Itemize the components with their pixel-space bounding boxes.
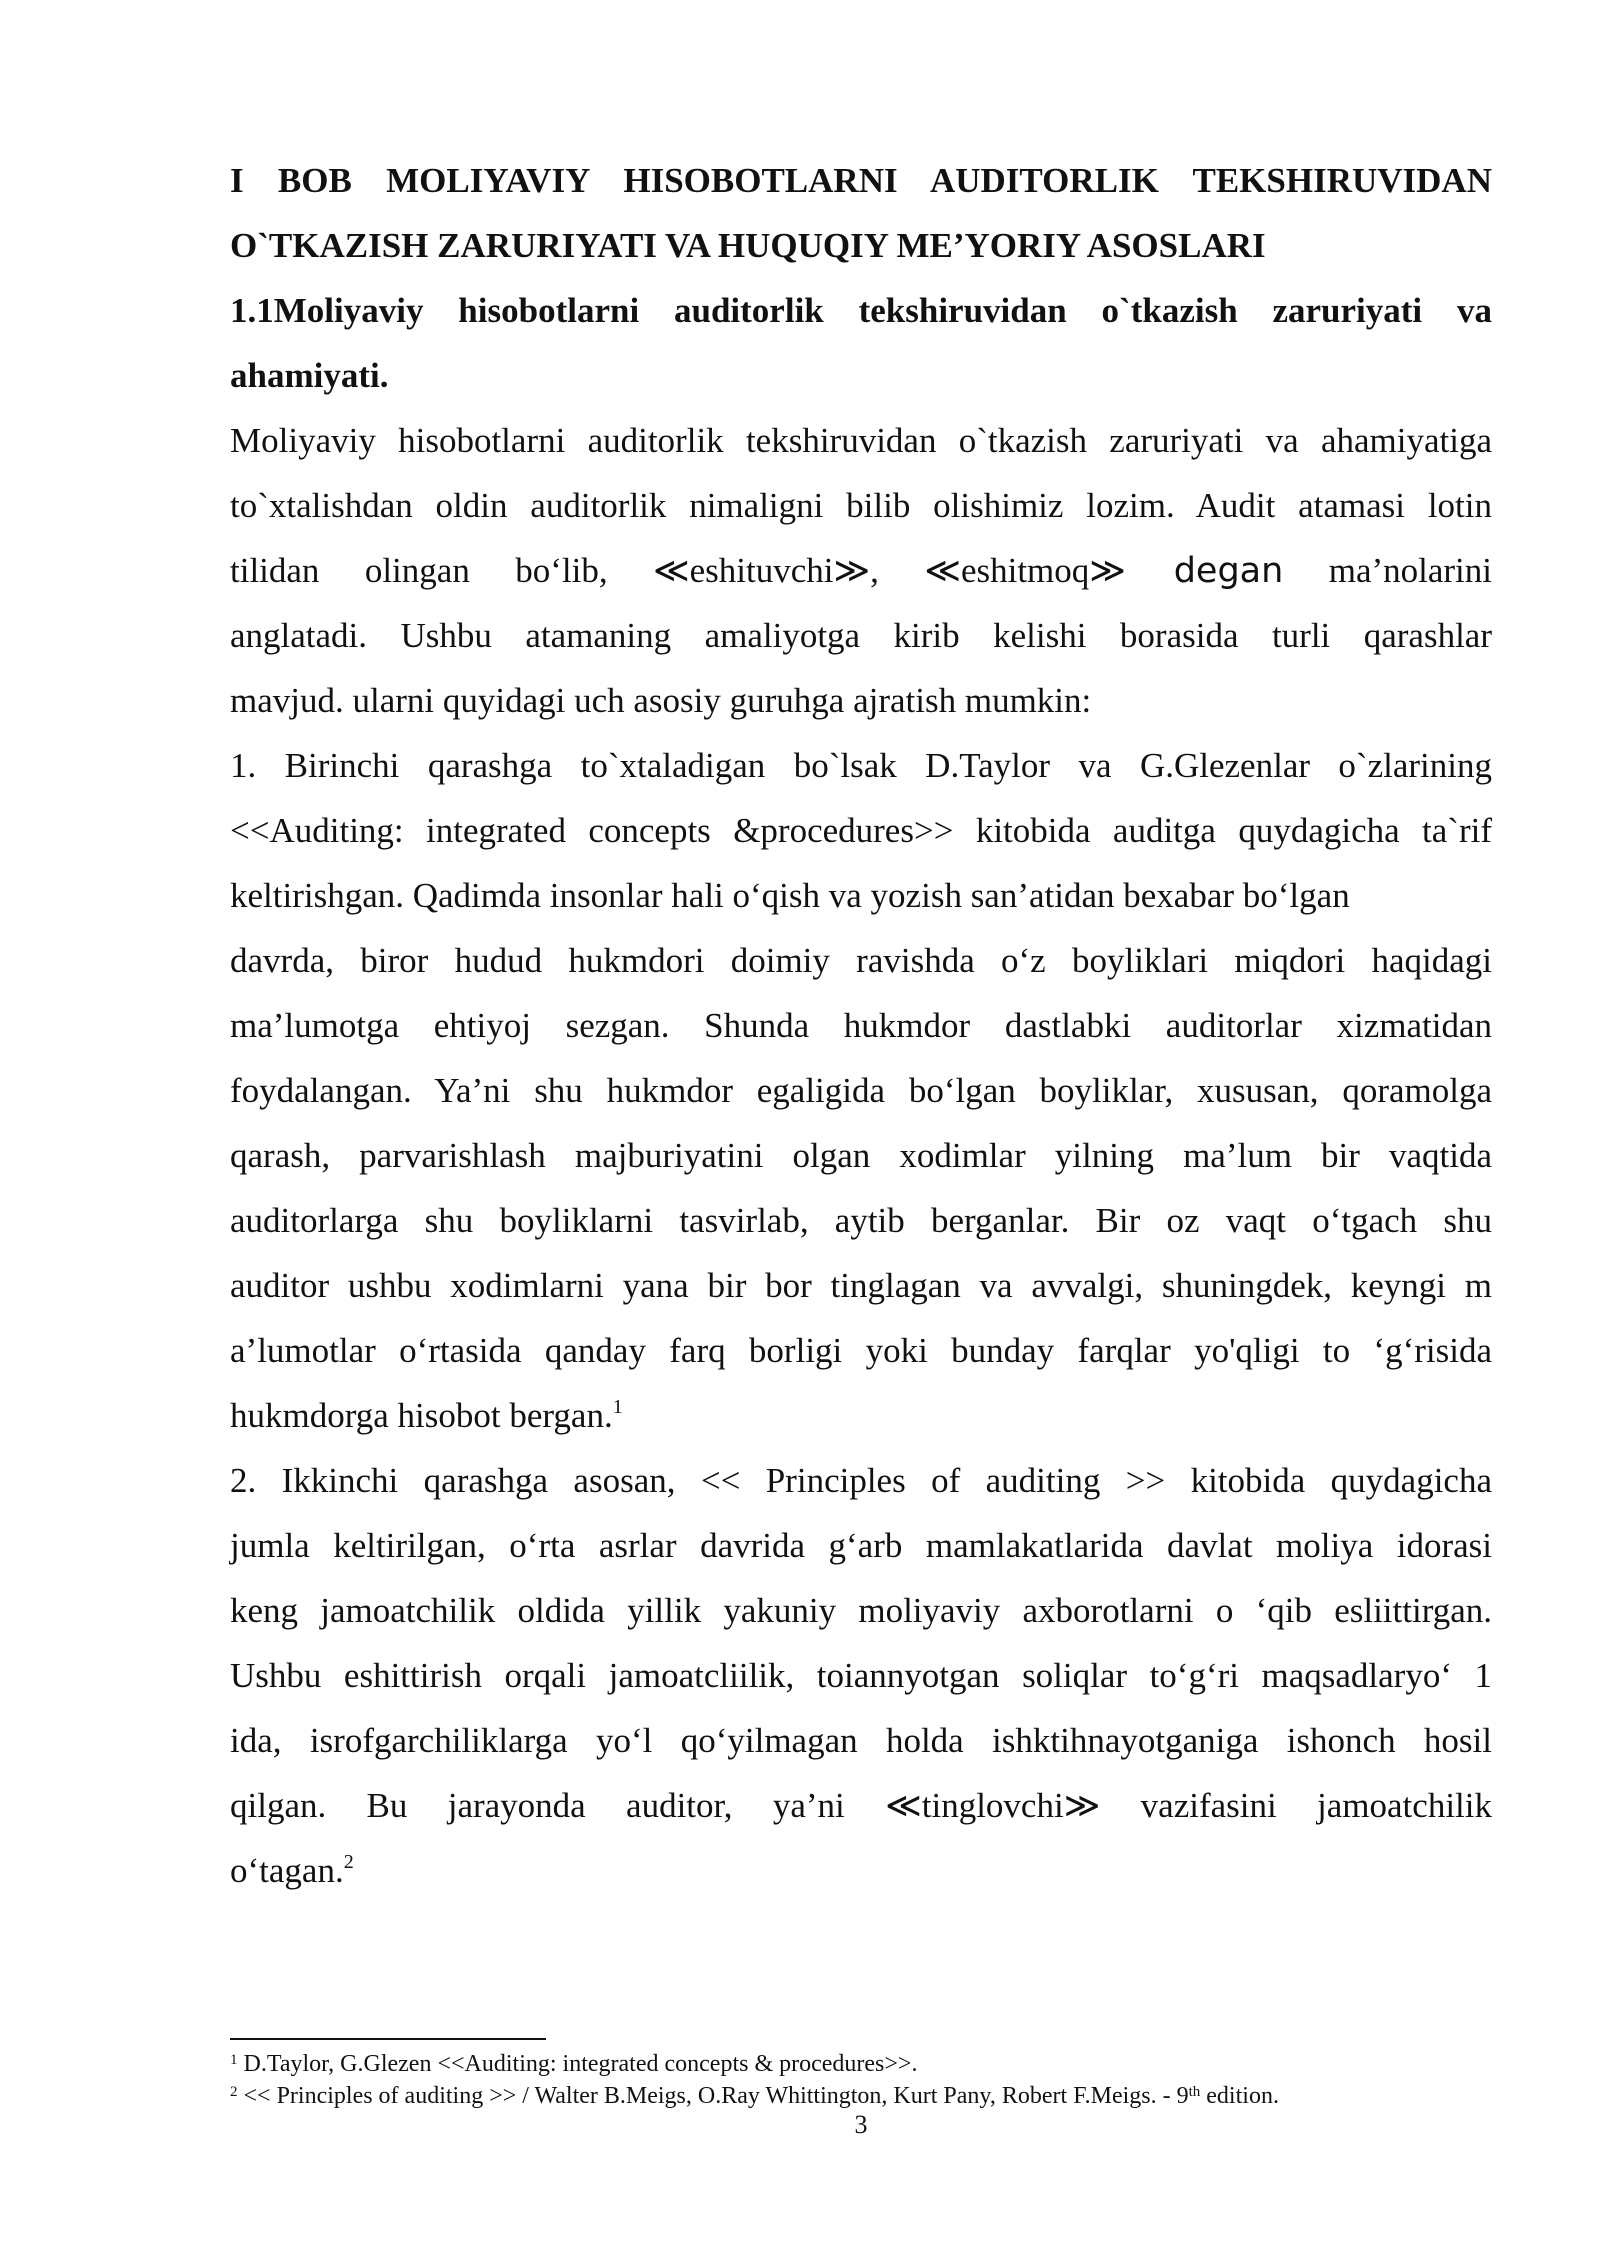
text-segment: ≪: [924, 551, 961, 591]
text-line: [230, 1253, 1492, 1318]
text-line: [230, 1318, 1492, 1383]
heading-line: [230, 148, 1492, 213]
text-line: [230, 603, 1492, 668]
text-line: [230, 1708, 1492, 1773]
footnote-number: 1: [230, 2052, 238, 2068]
text-line: [230, 798, 1492, 863]
text-segment: ≫: [1063, 1786, 1101, 1826]
line-text: 1.1Moliyaviy hisobotlarni auditorlik tekshiruvidan o`tkazish zaruriyati va: [230, 291, 1492, 330]
text-segment: ≪: [653, 551, 690, 591]
line-text: auditor ushbu xodimlarni yana bir bor tinglagan va avvalgi, shuningdek, keyngi m: [230, 1266, 1492, 1305]
text-segment: tilidan olingan bo‘lib,: [230, 551, 653, 590]
line-text: to`xtalishdan oldin auditorlik nimaligni bilib olishimiz lozim. Audit atamasi lotin: [230, 486, 1492, 525]
text-line: [230, 1513, 1492, 1578]
footnote: [230, 2048, 1492, 2080]
text-line: [230, 1838, 1492, 1903]
text-line: [230, 1643, 1492, 1708]
line-text: o‘tagan.: [230, 1851, 344, 1890]
text-line: [230, 1773, 1492, 1838]
text-segment: tinglovchi: [921, 1786, 1064, 1825]
footnote: [230, 2080, 1492, 2112]
line-text: davrda, biror hudud hukmdori doimiy ravishda o‘z boyliklari miqdori haqidagi: [230, 941, 1492, 980]
footnote-ref: 1: [612, 1396, 623, 1418]
text-line: [230, 1578, 1492, 1643]
text-line: [230, 538, 1492, 603]
line-text: I BOB MOLIYAVIY HISOBOTLARNI AUDITORLIK TEKSHIRUVIDAN: [230, 161, 1492, 200]
heading-line: [230, 278, 1492, 343]
footnote-text: D.Taylor, G.Glezen <<Auditing: integrated concepts & procedures>>.: [237, 2051, 918, 2077]
line-text: ahamiyati.: [230, 356, 389, 395]
text-segment: eshituvchi: [689, 551, 834, 590]
text-line: [230, 1188, 1492, 1253]
text-line: [230, 1383, 1492, 1448]
text-segment: ma’nolarini: [1283, 551, 1492, 590]
line-text: qarash, parvarishlash majburiyatini olgan xodimlar yilning ma’lum bir vaqtida: [230, 1136, 1492, 1175]
text-line: [230, 668, 1492, 733]
text-segment: ≪: [885, 1786, 922, 1826]
footnote-ref: 2: [343, 1851, 354, 1873]
line-text: keng jamoatchilik oldida yillik yakuniy moliyaviy axborotlarni o ‘qib esliittirgan.: [230, 1591, 1492, 1630]
text-line: [230, 1448, 1492, 1513]
footnote-superscript: th: [1188, 2084, 1201, 2100]
line-text: Ushbu eshittirish orqali jamoatcliilik, toiannyotgan soliqlar to‘g‘ri maqsadlaryo‘ 1: [230, 1656, 1492, 1695]
text-line: [230, 408, 1492, 473]
line-text: foydalangan. Ya’ni shu hukmdor egaligida bo‘lgan boyliklar, xususan, qoramolga: [230, 1071, 1492, 1110]
text-line: [230, 1123, 1492, 1188]
line-text: keltirishgan. Qadimda insonlar hali o‘qish va yozish san’atidan bexabar bo‘lgan: [230, 876, 1350, 915]
footnote-text: << Principles of auditing >> / Walter B.Meigs, O.Ray Whittington, Kurt Pany, Robert F.Meigs. - 9: [237, 2083, 1189, 2109]
heading-line: [230, 213, 1492, 278]
line-text: Moliyaviy hisobotlarni auditorlik tekshiruvidan o`tkazish zaruriyati va ahamiyatiga: [230, 421, 1492, 460]
text-segment: eshitmoq: [960, 551, 1090, 590]
text-line: [230, 863, 1492, 928]
footnote-rule: [230, 2038, 546, 2040]
main-text: [230, 148, 1492, 1903]
text-segment: vazifasini jamoatchilik: [1100, 1786, 1492, 1825]
text-line: [230, 733, 1492, 798]
line-text: a’lumotlar o‘rtasida qanday farq borligi yoki bunday farqlar yo'qligi to ‘g‘risida: [230, 1331, 1492, 1370]
footnotes: [230, 2038, 1492, 2112]
page-number: 3: [854, 2110, 868, 2139]
line-text: mavjud. ularni quyidagi uch asosiy guruhga ajratish mumkin:: [230, 681, 1092, 720]
text-line: [230, 473, 1492, 538]
line-text: ma’lumotga ehtiyoj sezgan. Shunda hukmdor dastlabki auditorlar xizmatidan: [230, 1006, 1492, 1045]
text-line: [230, 1058, 1492, 1123]
line-text: anglatadi. Ushbu atamaning amaliyotga kirib kelishi borasida turli qarashlar: [230, 616, 1492, 655]
text-segment: qilgan. Bu jarayonda auditor, ya’ni: [230, 1786, 886, 1825]
text-segment: ,: [870, 551, 925, 590]
line-text: 2. Ikkinchi qarashga asosan, << Principles of auditing >> kitobida quydagicha: [230, 1461, 1492, 1500]
line-text: O`TKAZISH ZARURIYATI VA HUQUQIY ME’YORIY ASOSLARI: [230, 226, 1266, 265]
footnote-number: 2: [230, 2084, 238, 2100]
text-segment: ≫ degan: [1089, 551, 1284, 591]
text-segment: ≫: [833, 551, 871, 591]
line-text: ida, isrofgarchiliklarga yo‘l qo‘yilmagan holda ishktihnayotganiga ishonch hosil: [230, 1721, 1492, 1760]
line-text: auditorlarga shu boyliklarni tasvirlab, aytib berganlar. Bir oz vaqt o‘tgach shu: [230, 1201, 1492, 1240]
line-text: <<Auditing: integrated concepts &procedures>> kitobida auditga quydagicha ta`rif: [230, 811, 1492, 850]
text-line: [230, 993, 1492, 1058]
footnote-tail: edition.: [1200, 2083, 1279, 2109]
line-text: 1. Birinchi qarashga to`xtaladigan bo`lsak D.Taylor va G.Glezenlar o`zlarining: [230, 746, 1492, 785]
heading-line: [230, 343, 1492, 408]
text-line: [230, 928, 1492, 993]
line-text: hukmdorga hisobot bergan.: [230, 1396, 613, 1435]
line-text: jumla keltirilgan, o‘rta asrlar davrida g‘arb mamlakatlarida davlat moliya idorasi: [230, 1526, 1492, 1565]
